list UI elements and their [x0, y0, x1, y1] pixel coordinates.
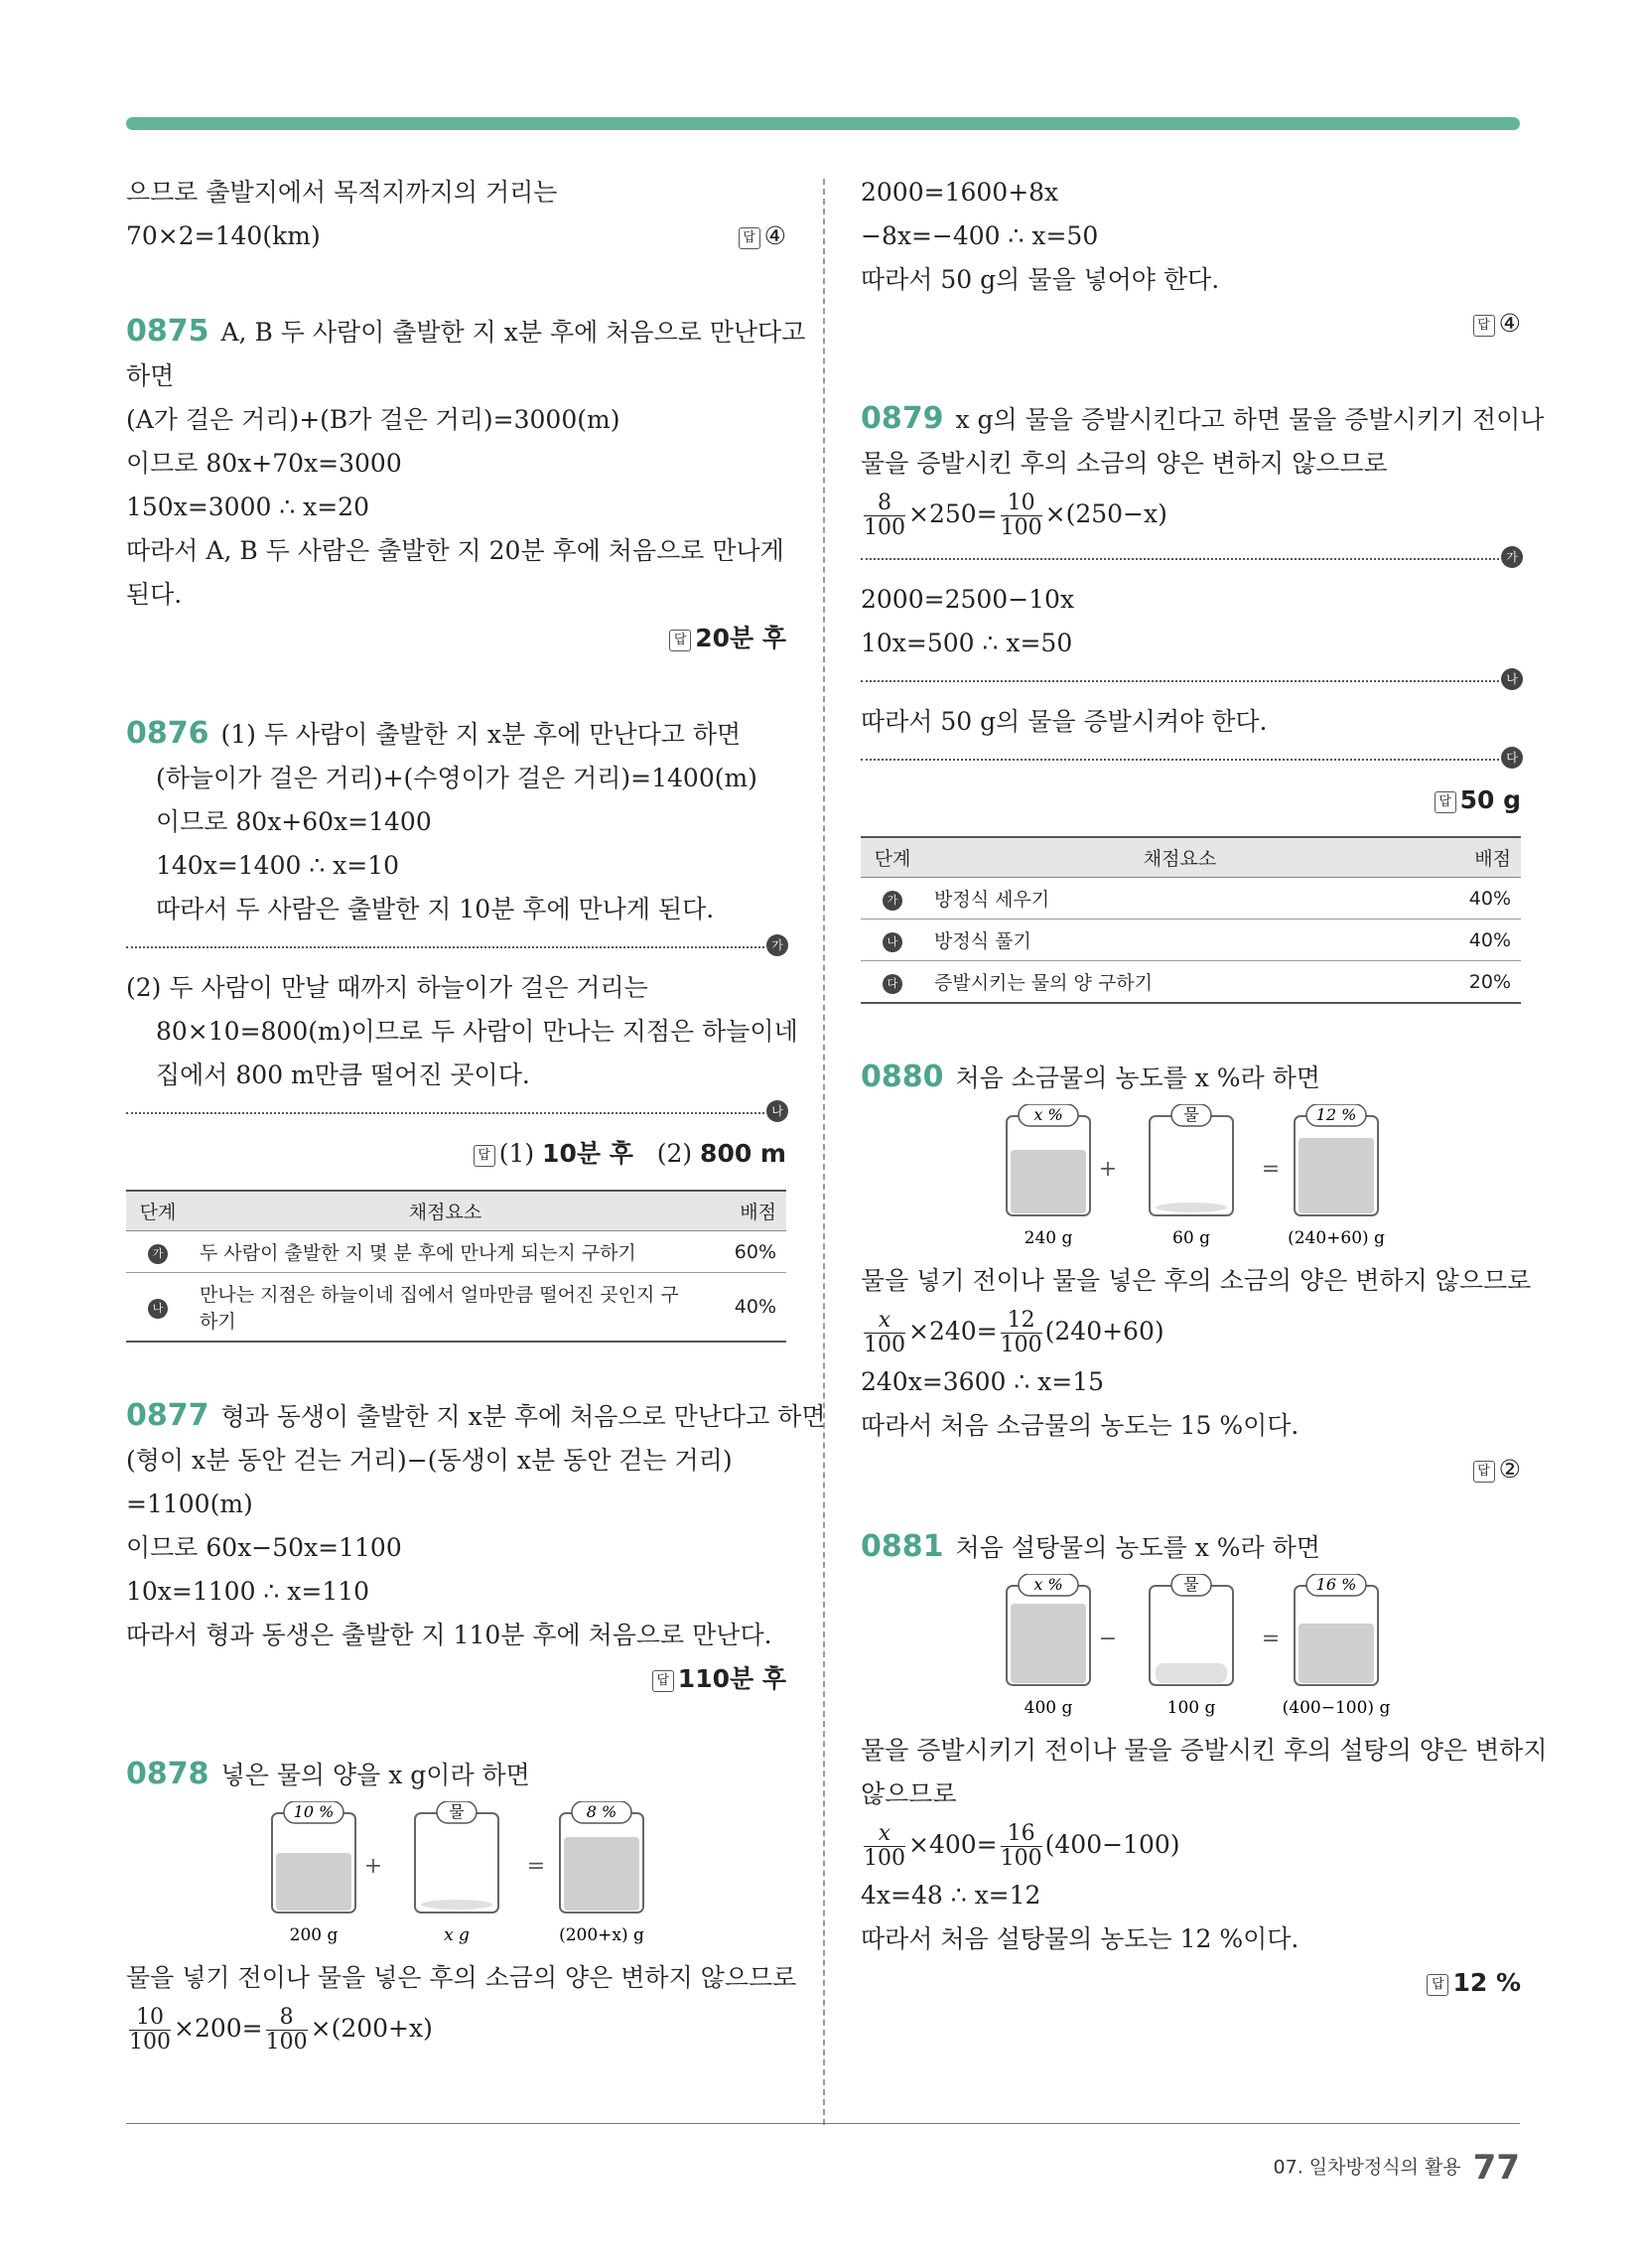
footer-divider	[126, 2123, 1520, 2124]
text-line: 따라서 50 g의 물을 증발시켜야 한다.	[861, 707, 1268, 736]
operator: =	[526, 1854, 545, 1879]
text-line: 10x=1100 ∴ x=110	[126, 1577, 370, 1606]
text-line: 2000=2500−10x	[861, 585, 1075, 614]
answer: 답 ②	[861, 1448, 1521, 1491]
beaker-caption: 400 g	[1024, 1698, 1072, 1718]
fraction: $\frac{x}{100}$	[864, 1308, 905, 1357]
beaker-caption: (400−100) g	[1282, 1698, 1390, 1718]
table-row	[126, 1273, 786, 1343]
operator: +	[1098, 1157, 1117, 1182]
beaker-label: 16 %	[1315, 1575, 1356, 1594]
step-separator	[126, 938, 783, 952]
text-line: (하늘이가 걸은 거리)+(수영이가 걸은 거리)=1400(m)	[156, 764, 757, 792]
text-line: 이므로 60x−50x=1100	[126, 1533, 402, 1562]
beaker-diagram	[861, 1104, 1521, 1253]
text-line: 이므로 80x+70x=3000	[126, 449, 402, 478]
text-line: 70×2=140(km)	[126, 221, 321, 250]
text-line: 집에서 800 m만큼 떨어진 곳이다.	[156, 1061, 530, 1089]
step-marker: 가	[766, 934, 788, 956]
equation-line: $\frac{8}{100}$ ×250= $\frac{10}{100}$ ×(250−x)	[864, 491, 1167, 540]
beaker-caption: 200 g	[289, 1925, 338, 1945]
text-line: 2000=1600+8x	[861, 178, 1059, 207]
beaker-caption: x g	[443, 1925, 470, 1945]
beaker-liquid	[564, 1837, 639, 1911]
beaker-label: x %	[1032, 1105, 1063, 1124]
answer-icon: 답	[669, 630, 691, 651]
problem-number: 0877	[126, 1398, 209, 1433]
beaker-liquid	[276, 1853, 351, 1911]
fraction: $\frac{8}{100}$	[864, 491, 905, 540]
table-row	[861, 961, 1521, 1004]
text-line: 80×10=800(m)이므로 두 사람이 만나는 지점은 하늘이네	[156, 1017, 798, 1046]
text-line: (A가 걸은 거리)+(B가 걸은 거리)=3000(m)	[126, 405, 620, 434]
fraction: $\frac{x}{100}$	[864, 1821, 905, 1871]
answer: 답 20분 후	[126, 617, 786, 660]
beaker-label: 물	[1182, 1575, 1199, 1594]
text-line: (2) 두 사람이 만날 때까지 하늘이가 걸은 거리는	[126, 973, 648, 1002]
problem-0879: 0879 x g의 물을 증발시킨다고 하면 물을 증발시키기 전이나	[861, 401, 1545, 436]
fraction: $\frac{10}{100}$	[1000, 491, 1042, 540]
beaker-caption: (240+60) g	[1287, 1228, 1385, 1248]
text-line: 이므로 80x+60x=1400	[156, 807, 432, 836]
beaker-label: 12 %	[1315, 1105, 1356, 1124]
problem-number: 0875	[126, 314, 209, 349]
table-header: 배점	[1436, 837, 1521, 878]
table-cell: 60%	[701, 1231, 786, 1273]
text-line: 따라서 A, B 두 사람은 출발한 지 20분 후에 처음으로 만나게	[126, 536, 784, 565]
table-header: 단계	[861, 837, 924, 878]
step-marker: 나	[1501, 668, 1523, 690]
beaker-label: x %	[1032, 1575, 1063, 1594]
beaker-caption: 100 g	[1166, 1698, 1215, 1718]
problem-number: 0876	[126, 716, 209, 751]
table-cell: 40%	[701, 1273, 786, 1343]
table-header: 채점요소	[190, 1191, 701, 1231]
operator: −	[1098, 1627, 1117, 1651]
fraction: $\frac{16}{100}$	[1000, 1821, 1042, 1871]
text-line: 된다.	[126, 580, 183, 609]
table-header: 배점	[701, 1191, 786, 1231]
step-separator	[861, 550, 1518, 564]
table-cell: 만나는 지점은 하늘이네 집에서 얼마만큼 떨어진 곳인지 구하기	[190, 1273, 701, 1343]
step-separator	[126, 1104, 783, 1118]
text-line: (형이 x분 동안 걷는 거리)−(동생이 x분 동안 걷는 거리)	[126, 1446, 733, 1475]
table-cell: 방정식 풀기	[924, 920, 1436, 961]
beaker-liquid	[1011, 1150, 1086, 1213]
text-line: 물을 증발시키기 전이나 물을 증발시킨 후의 설탕의 양은 변하지	[861, 1736, 1548, 1765]
step-marker: 가	[883, 891, 902, 911]
step-marker: 가	[148, 1244, 168, 1264]
text-line: 따라서 처음 소금물의 농도는 15 %이다.	[861, 1411, 1300, 1440]
problem-number: 0878	[126, 1757, 209, 1791]
problem-0880: 0880 처음 소금물의 농도를 x %라 하면	[861, 1060, 1320, 1094]
problem-0877: 0877 형과 동생이 출발한 지 x분 후에 처음으로 만난다고 하면	[126, 1398, 826, 1433]
step-marker: 다	[1501, 747, 1523, 769]
step-marker: 가	[1501, 546, 1523, 568]
beaker-label: 10 %	[293, 1802, 334, 1821]
step-separator	[861, 672, 1518, 686]
problem-number: 0881	[861, 1529, 944, 1564]
problem-number: 0880	[861, 1060, 944, 1094]
text-line: 따라서 처음 설탕물의 농도는 12 %이다.	[861, 1924, 1300, 1953]
problem-number: 0879	[861, 401, 944, 436]
beaker-label: 물	[1182, 1105, 1199, 1124]
fraction: $\frac{8}{100}$	[265, 2005, 308, 2055]
answer: 답 12 %	[861, 1961, 1521, 2005]
text-line: 150x=3000 ∴ x=20	[126, 493, 370, 521]
beaker-diagram	[861, 1574, 1521, 1723]
text-line: 하면	[126, 361, 175, 390]
text-line: 따라서 두 사람은 출발한 지 10분 후에 만나게 된다.	[156, 895, 715, 923]
answer: 답 (1) 10분 후 (2) 800 m	[126, 1132, 786, 1176]
text-line: =1100(m)	[126, 1489, 253, 1518]
text-line: −8x=−400 ∴ x=50	[861, 221, 1099, 250]
left-column	[126, 171, 826, 2057]
text-line: 않으므로	[861, 1779, 957, 1808]
text-line: 140x=1400 ∴ x=10	[156, 851, 400, 880]
text-line: 물을 넣기 전이나 물을 넣은 후의 소금의 양은 변하지 않으므로	[861, 1266, 1532, 1295]
fraction: $\frac{12}{100}$	[1000, 1308, 1042, 1357]
table-cell: 40%	[1436, 920, 1521, 961]
equation-line: $\frac{x}{100}$ ×240= $\frac{12}{100}$ (240+60)	[864, 1308, 1164, 1357]
step-marker: 나	[148, 1299, 168, 1319]
beaker-caption: 60 g	[1171, 1228, 1210, 1248]
beaker-liquid	[1299, 1138, 1374, 1213]
answer-icon: 답	[1473, 315, 1495, 337]
beaker-caption: 240 g	[1024, 1228, 1072, 1248]
table-header: 채점요소	[924, 837, 1436, 878]
scoring-table	[126, 1190, 786, 1343]
table-cell: 증발시키는 물의 양 구하기	[924, 961, 1436, 1004]
answer-icon: 답	[1435, 791, 1456, 813]
equation-line: $\frac{10}{100}$ ×200= $\frac{8}{100}$ ×(200+x)	[129, 2005, 433, 2055]
page-footer	[1274, 2148, 1520, 2188]
table-header: 단계	[126, 1191, 190, 1231]
beaker-icon	[415, 1813, 498, 1913]
top-accent-bar	[126, 117, 1520, 130]
answer: 답 50 g	[861, 779, 1521, 822]
table-cell: 두 사람이 출발한 지 몇 분 후에 만나게 되는지 구하기	[190, 1231, 701, 1273]
page-number: 77	[1472, 2148, 1520, 2188]
answer: 답 110분 후	[126, 1657, 786, 1701]
problem-0875: 0875 A, B 두 사람이 출발한 지 x분 후에 처음으로 만난다고	[126, 314, 806, 349]
text-line: 물을 증발시킨 후의 소금의 양은 변하지 않으므로	[861, 449, 1388, 478]
chapter-title: 07. 일차방정식의 활용	[1273, 2156, 1461, 2179]
answer: 답 ④	[861, 302, 1521, 346]
table-cell: 20%	[1436, 961, 1521, 1004]
text-line: 4x=48 ∴ x=12	[861, 1881, 1041, 1910]
operator: =	[1261, 1157, 1280, 1182]
operator: +	[363, 1854, 382, 1879]
problem-0878: 0878 넣은 물의 양을 x g이라 하면	[126, 1757, 530, 1791]
right-column	[861, 171, 1548, 2005]
answer-icon: 답	[1473, 1461, 1495, 1483]
text-line: 물을 넣기 전이나 물을 넣은 후의 소금의 양은 변하지 않으므로	[126, 1963, 797, 1992]
table-cell: 방정식 세우기	[924, 878, 1436, 920]
fraction: $\frac{10}{100}$	[129, 2005, 171, 2055]
text-line: 따라서 형과 동생은 출발한 지 110분 후에 처음으로 만난다.	[126, 1621, 772, 1649]
beaker-label: 8 %	[586, 1802, 616, 1821]
answer: 답 ④	[739, 214, 786, 258]
table-cell: 40%	[1436, 878, 1521, 920]
step-marker: 다	[883, 974, 902, 994]
beaker-liquid	[1011, 1604, 1086, 1683]
table-row	[861, 878, 1521, 920]
answer-icon: 답	[1427, 1974, 1448, 1996]
step-marker: 나	[883, 932, 902, 952]
column-divider	[823, 179, 825, 2125]
text-line: 으므로 출발지에서 목적지까지의 거리는	[126, 178, 558, 207]
answer-icon: 답	[739, 227, 760, 249]
scoring-table	[861, 836, 1521, 1004]
beaker-liquid	[1299, 1624, 1374, 1683]
answer-icon: 답	[474, 1145, 495, 1167]
step-marker: 나	[766, 1100, 788, 1122]
table-row	[861, 920, 1521, 961]
beaker-icon	[1150, 1116, 1233, 1215]
beaker-label: 물	[448, 1802, 465, 1821]
beaker-diagram	[126, 1801, 786, 1950]
problem-0881: 0881 처음 설탕물의 농도를 x %라 하면	[861, 1529, 1320, 1564]
step-separator	[861, 751, 1518, 765]
text-line: 따라서 50 g의 물을 넣어야 한다.	[861, 265, 1220, 294]
operator: =	[1261, 1627, 1280, 1651]
table-row	[126, 1231, 786, 1273]
equation-line: $\frac{x}{100}$ ×400= $\frac{16}{100}$ (400−100)	[864, 1821, 1180, 1871]
answer-icon: 답	[652, 1670, 674, 1692]
text-line: 10x=500 ∴ x=50	[861, 629, 1073, 657]
text-line: 240x=3600 ∴ x=15	[861, 1367, 1105, 1396]
problem-0876: 0876 (1) 두 사람이 출발한 지 x분 후에 만난다고 하면	[126, 716, 742, 751]
beaker-caption: (200+x) g	[558, 1925, 644, 1945]
